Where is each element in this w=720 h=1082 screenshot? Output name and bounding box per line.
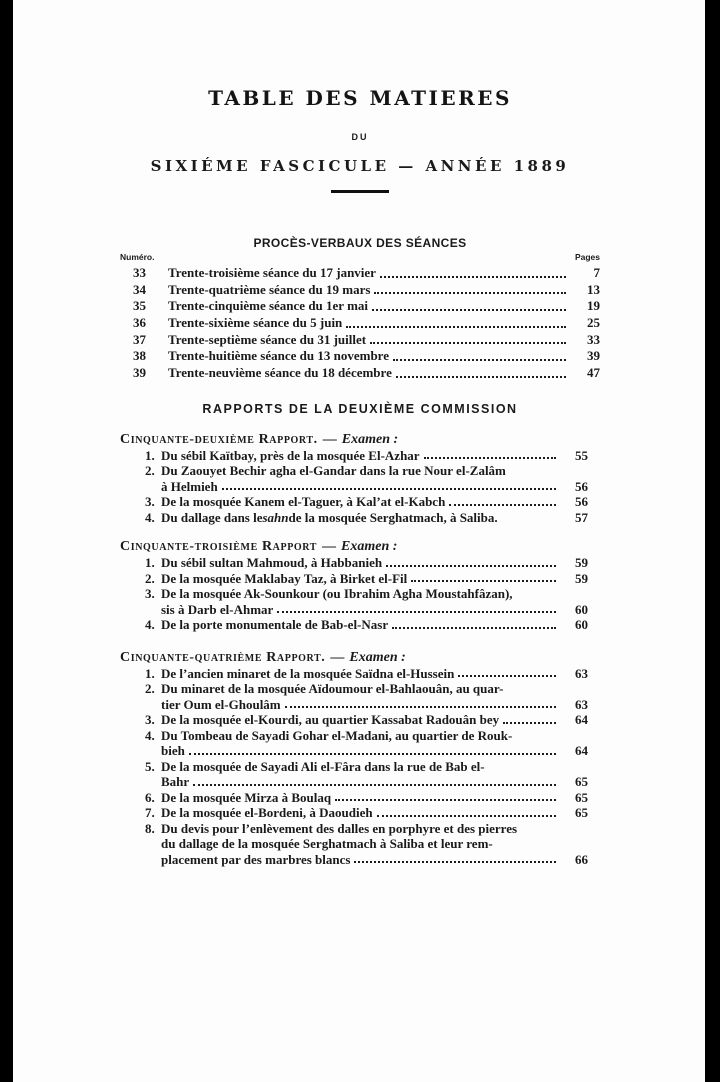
page-number: 56 [575, 494, 588, 510]
item-number: 5. [145, 758, 155, 774]
item-text-block [161, 510, 588, 526]
item-number: 1. [145, 555, 155, 571]
item-text: De l’ancien minaret de la mosquée Saïdna el-Hussein [161, 665, 455, 681]
dotted-leader [335, 790, 556, 802]
item-text: Bahr [161, 774, 190, 790]
page-number: 60 [575, 601, 588, 617]
seance-title: Trente-huitième séance du 13 novembre [168, 348, 389, 364]
title-divider [331, 190, 389, 193]
item-number: 1. [145, 665, 155, 681]
page-number: 19 [587, 298, 600, 314]
report-section-53 [120, 539, 600, 633]
report-item [120, 728, 600, 759]
item-line [161, 666, 588, 682]
page-number: 63 [575, 665, 588, 681]
page-number: 59 [575, 555, 588, 571]
dotted-leader [393, 348, 566, 361]
page-number: 60 [575, 617, 588, 633]
seance-row [120, 348, 600, 365]
table-column-headers [120, 252, 600, 262]
seance-number: 37 [133, 331, 146, 347]
item-text-block [161, 586, 588, 617]
item-text-block [161, 617, 588, 633]
seance-title: Trente-troisième séance du 17 janvier [168, 265, 376, 280]
item-number: 3. [145, 586, 155, 602]
seance-title: Trente-neuvième séance du 18 décembre [168, 365, 392, 381]
seance-title: Trente-septième séance du 31 juillet [168, 331, 367, 347]
report-section-54 [120, 650, 600, 868]
item-text: bieh [161, 743, 185, 759]
report-heading [120, 650, 600, 666]
item-number: 2. [145, 570, 155, 586]
item-text: Du sébil Kaïtbay, près de la mosquée El-Azhar [161, 447, 420, 463]
dotted-leader [458, 666, 556, 678]
item-text: De la mosquée Kanem el-Taguer, à Kal’at el-Kabch [161, 494, 446, 510]
item-line [161, 479, 588, 495]
dotted-leader [503, 712, 556, 724]
dotted-leader [193, 774, 556, 786]
item-text-block [161, 712, 588, 728]
page-title: TABLE DES MATIERES [208, 86, 512, 110]
seance-number: 34 [133, 281, 146, 297]
item-number: 1. [145, 447, 155, 463]
item-line [161, 821, 588, 837]
dotted-leader [189, 743, 556, 755]
report-item [120, 805, 600, 821]
item-text: Du dallage dans le [161, 509, 263, 525]
seance-row [120, 282, 600, 299]
page-number: 39 [587, 348, 600, 364]
report-item [120, 759, 600, 790]
dotted-leader [374, 282, 566, 295]
report-item [120, 586, 600, 617]
report-item [120, 555, 600, 571]
item-line [161, 448, 588, 464]
item-number: 2. [145, 681, 155, 697]
item-text: Du Zaouyet Bechir agha el-Gandar dans la rue Nour el-Zalâm [161, 463, 506, 479]
page-number: 65 [575, 774, 588, 790]
dotted-leader [222, 479, 556, 491]
page-content [120, 0, 600, 867]
page-number: 56 [575, 478, 588, 494]
dotted-leader [354, 852, 556, 864]
seance-number: 38 [133, 348, 146, 364]
item-text: De la mosquée Maklabay Taz, à Birket el-Fil [161, 570, 408, 586]
item-number: 3. [145, 712, 155, 728]
column-label-pages: Pages [574, 252, 600, 262]
scan-edge-right [705, 0, 720, 1082]
seances-heading: PROCÈS-VERBAUX DES SÉANCES [253, 236, 467, 250]
item-text-block [161, 571, 588, 587]
report-name: Cinquante-troisième Rapport [120, 539, 318, 555]
report-item [120, 821, 600, 868]
report-item [120, 571, 600, 587]
item-line [161, 805, 588, 821]
item-line [161, 852, 588, 868]
report-item [120, 712, 600, 728]
report-separator: — [330, 649, 345, 665]
dotted-leader [377, 805, 556, 817]
item-text-block [161, 666, 588, 682]
page-number: 63 [575, 696, 588, 712]
report-item [120, 666, 600, 682]
page-number: 33 [587, 331, 600, 347]
item-text: du dallage de la mosquée Serghatmach à Saliba et leur rem- [161, 836, 493, 852]
item-text: De la mosquée el-Kourdi, au quartier Kassabat Radouân bey [161, 712, 500, 728]
report-section-52 [120, 432, 600, 526]
item-text: Du minaret de la mosquée Aïdoumour el-Bahlaouân, au quar- [161, 681, 504, 697]
item-text: Du devis pour l’enlèvement des dalles en porphyre et des pierres [161, 820, 518, 836]
page-number: 66 [575, 851, 588, 867]
item-number: 4. [145, 617, 155, 633]
report-item [120, 681, 600, 712]
report-name: Cinquante-deuxième Rapport. [120, 431, 318, 447]
dotted-leader [411, 571, 556, 583]
item-line [161, 774, 588, 790]
page-number: 13 [587, 281, 600, 297]
seance-row [120, 315, 600, 332]
item-text: De la mosquée el-Bordeni, à Daoudieh [161, 805, 373, 821]
page-number: 57 [575, 509, 588, 525]
item-text-block [161, 494, 588, 510]
seance-title: Trente-sixième séance du 5 juin [168, 315, 343, 331]
item-text: tier Oum el-Ghoulâm [161, 696, 281, 712]
seances-table [120, 265, 600, 382]
seance-row [120, 365, 600, 382]
report-name: Cinquante-quatrième Rapport. [120, 649, 326, 665]
report-examen-label: Examen : [341, 539, 398, 555]
dotted-leader [370, 332, 566, 345]
report-examen-label: Examen : [341, 431, 399, 447]
seance-title: Trente-cinquième séance du 1er mai [168, 298, 369, 314]
item-text: De la mosquée Mirza à Boulaq [161, 789, 332, 805]
seance-row [120, 298, 600, 315]
seance-row [120, 265, 600, 282]
item-text: sis à Darb el-Ahmar [161, 601, 274, 617]
page-number: 64 [575, 712, 588, 728]
report-separator: — [322, 539, 337, 555]
dotted-leader [285, 697, 556, 709]
seance-number: 33 [133, 265, 146, 280]
page-number: 59 [575, 570, 588, 586]
item-number: 8. [145, 820, 155, 836]
report-item [120, 494, 600, 510]
item-line [161, 759, 588, 775]
item-line [161, 697, 588, 713]
dotted-leader [372, 298, 566, 311]
page-number: 25 [587, 315, 600, 331]
item-text: Du sébil sultan Mahmoud, à Habbanieh [161, 555, 383, 571]
item-line [161, 602, 588, 618]
page-subtitle: SIXIÉME FASCICULE — ANNÉE 1889 [150, 157, 570, 175]
title-du: DU [351, 132, 369, 142]
item-text-block [161, 448, 588, 464]
item-line [161, 510, 588, 526]
dotted-leader [396, 365, 566, 378]
item-text-block [161, 681, 588, 712]
dotted-leader [424, 448, 556, 460]
item-number: 3. [145, 494, 155, 510]
item-line [161, 836, 588, 852]
item-text-block [161, 463, 588, 494]
item-text-italic: sahn [262, 509, 289, 525]
page-number: 64 [575, 743, 588, 759]
report-heading [120, 432, 600, 448]
report-item [120, 790, 600, 806]
seance-number: 35 [133, 298, 146, 314]
item-line [161, 494, 588, 510]
item-text-block [161, 821, 588, 868]
dotted-leader [380, 265, 566, 278]
item-text-block [161, 555, 588, 571]
report-heading [120, 539, 600, 555]
item-number: 6. [145, 789, 155, 805]
item-line [161, 617, 588, 633]
seance-number: 36 [133, 315, 146, 331]
seance-row [120, 332, 600, 349]
report-item [120, 463, 600, 494]
item-line [161, 712, 588, 728]
item-text-block [161, 805, 588, 821]
dotted-leader [502, 510, 556, 522]
report-examen-label: Examen : [349, 649, 406, 665]
item-line [161, 790, 588, 806]
item-line [161, 463, 588, 479]
item-line [161, 743, 588, 759]
report-item [120, 448, 600, 464]
item-line [161, 555, 588, 571]
item-text: De la mosquée de Sayadi Ali el-Fâra dans la rue de Bab el- [161, 758, 485, 774]
item-line [161, 681, 588, 697]
item-text-block [161, 790, 588, 806]
item-text: Du Tombeau de Sayadi Gohar el-Madani, au quartier de Rouk- [161, 727, 513, 743]
item-line [161, 571, 588, 587]
item-number: 2. [145, 463, 155, 479]
dotted-leader [392, 617, 556, 629]
page-number: 65 [575, 789, 588, 805]
dotted-leader [449, 494, 556, 506]
column-label-numero: Numéro. [120, 252, 155, 262]
item-text-block [161, 728, 588, 759]
item-number: 7. [145, 805, 155, 821]
page-number: 55 [575, 447, 588, 463]
seance-title: Trente-quatrième séance du 19 mars [168, 281, 371, 297]
item-text: à Helmieh [161, 478, 218, 494]
dotted-leader [386, 555, 556, 567]
page-number: 65 [575, 805, 588, 821]
item-text: placement par des marbres blancs [161, 851, 351, 867]
seance-number: 39 [133, 365, 146, 381]
item-text: de la mosquée Serghatmach, à Saliba. [288, 509, 498, 525]
report-item [120, 617, 600, 633]
item-text: De la porte monumentale de Bab-el-Nasr [161, 617, 389, 633]
item-line [161, 586, 588, 602]
item-number: 4. [145, 727, 155, 743]
dotted-leader [346, 315, 566, 328]
page-number: 47 [587, 365, 600, 381]
scan-edge-left [0, 0, 13, 1082]
rapports-heading: RAPPORTS DE LA DEUXIÈME COMMISSION [202, 401, 518, 416]
dotted-leader [277, 602, 556, 614]
report-item [120, 510, 600, 526]
item-text-block [161, 759, 588, 790]
item-line [161, 728, 588, 744]
item-text: De la mosquée Ak-Sounkour (ou Ibrahim Agha Moustahfâzan), [161, 586, 513, 602]
report-separator: — [322, 431, 337, 447]
item-number: 4. [145, 509, 155, 525]
page-number: 7 [593, 265, 600, 280]
